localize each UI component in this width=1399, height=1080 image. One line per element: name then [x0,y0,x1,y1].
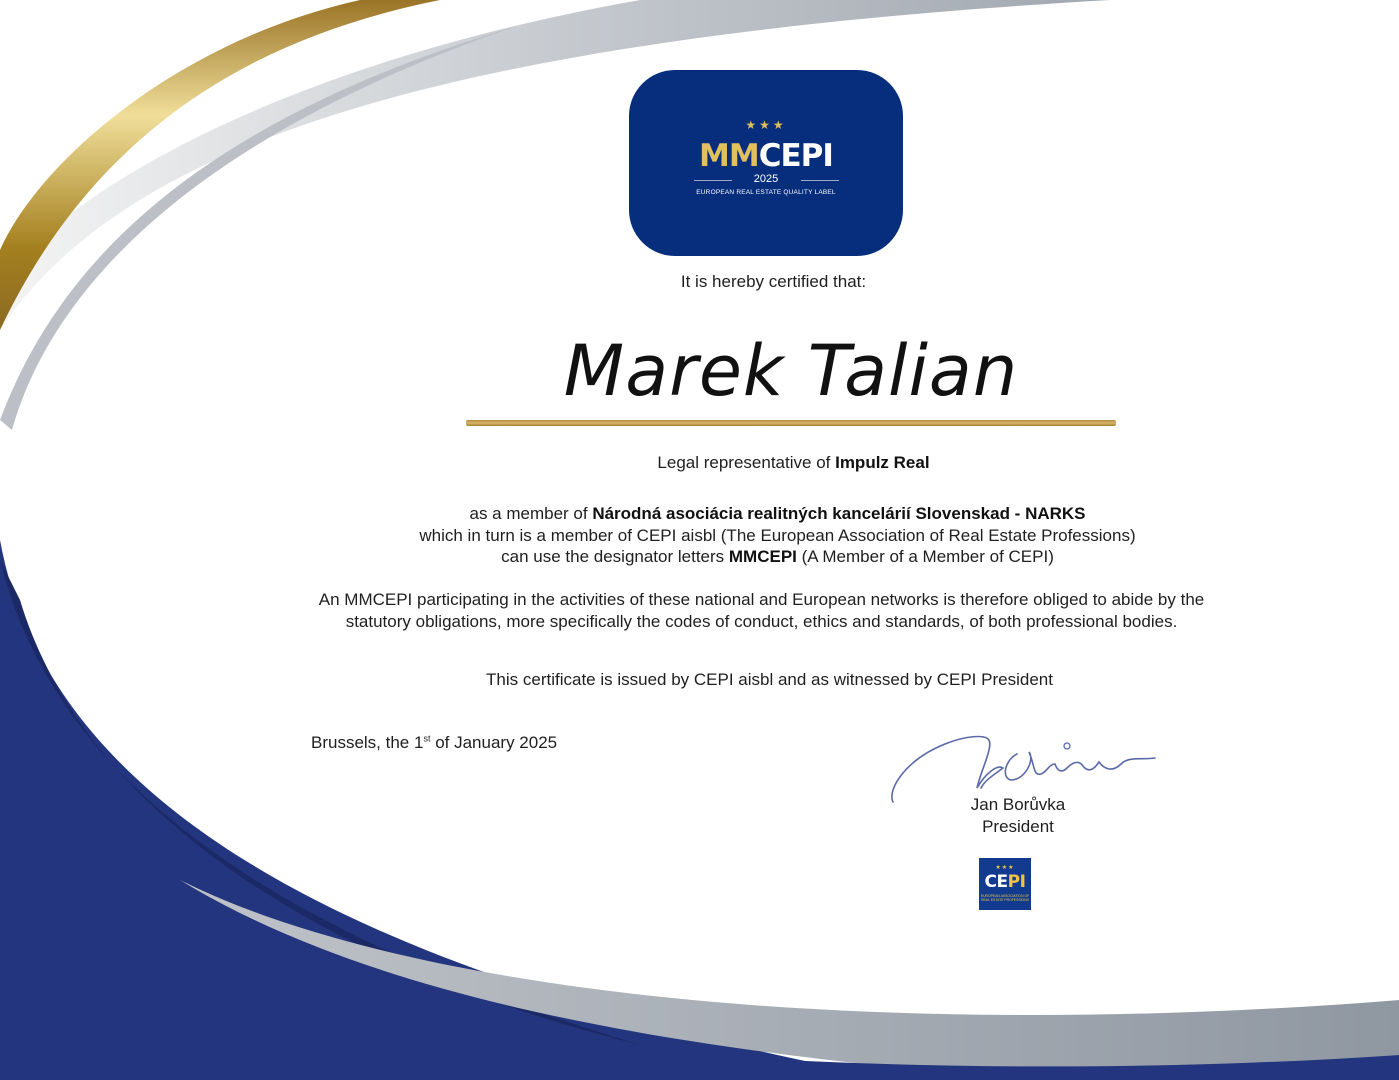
obligation-line-1: An MMCEPI participating in the activities of these national and European networks is therefore obliged to abide by the [318,590,1205,609]
role-prefix: Legal representative of [657,453,836,472]
logo-brand-white: CEPI [758,138,833,174]
obligation-line-2: statutory obligations, more specifically the codes of conduct, ethics and standards, of both professional bodies. [345,611,1178,631]
date-suffix: of January 2025 [430,733,558,752]
name-underline [466,420,1116,426]
cepi-stars-icon: ★★★ [995,865,1015,871]
logo-tagline: EUROPEAN REAL ESTATE QUALITY LABEL [696,189,836,196]
date-ordinal: st [423,733,431,744]
cepi-logo [979,858,1031,910]
designator-prefix: can use the designator letters [501,547,729,566]
place-prefix: Brussels, the 1 [311,733,424,752]
cepi-word-white: CE [984,872,1008,892]
logo-stars-icon: ★★★ [745,118,787,132]
cepi-wordmark [979,872,1031,892]
cepi-membership-line: which in turn is a member of CEPI aisbl (The European Association of Real Estate Professions) [419,525,1136,545]
membership-line [78,503,1399,525]
designator-suffix: (A Member of a Member of CEPI) [796,547,1054,566]
recipient-name: Marek Talian [563,330,1019,412]
logo-brand-gold: MM [699,138,759,174]
company-name: Impulz Real [835,453,930,472]
cepi-word-gold: PI [1007,872,1026,892]
signatory-name: Jan Borůvka [970,795,1066,814]
association-name: Národná asociácia realitných kancelárií Slovenskad - NARKS [592,504,1086,523]
member-prefix: as a member of [469,504,593,523]
issued-by-line: This certificate is issued by CEPI aisbl and as witnessed by CEPI President [486,670,1053,689]
designator-letters: MMCEPI [728,547,797,566]
signatory-title: President [982,817,1054,836]
mmcepi-logo [629,70,903,256]
logo-year: 2025 [753,173,779,185]
membership-block [78,503,1399,568]
cepi-subtitle: EUROPEAN ASSOCIATION OF REAL ESTATE PROFESSIONS [980,894,1030,902]
designator-line [78,546,1399,568]
obligation-paragraph [62,589,1399,632]
role-line [94,452,1399,474]
logo-rule-right [801,180,839,181]
certificate-intro: It is hereby certified that: [680,272,867,291]
logo-brand [629,138,903,174]
place-and-date [311,733,557,753]
